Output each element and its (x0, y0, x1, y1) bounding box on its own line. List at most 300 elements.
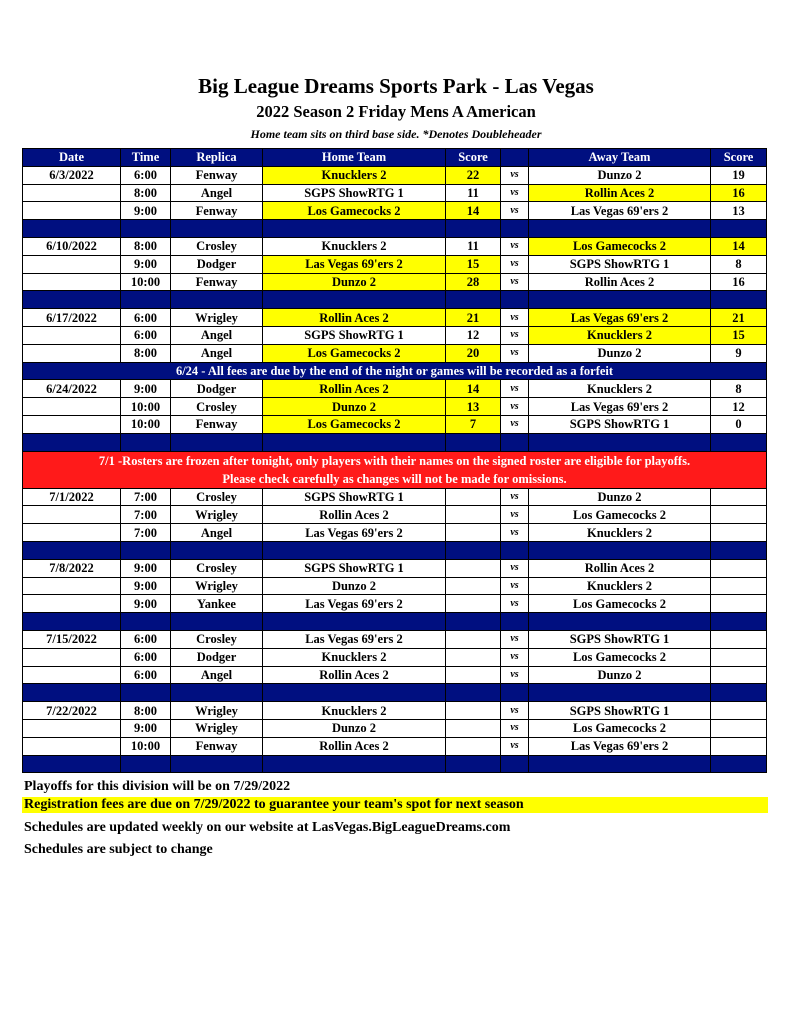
date-cell (23, 666, 121, 684)
date-cell (23, 255, 121, 273)
replica-cell: Fenway (171, 737, 263, 755)
home-score-cell (446, 719, 501, 737)
away-team-cell: Rollin Aces 2 (529, 273, 711, 291)
home-team-cell: Las Vegas 69'ers 2 (263, 595, 446, 613)
spacer-cell (529, 291, 711, 309)
vs-label: vs (501, 415, 529, 433)
date-cell (23, 719, 121, 737)
spacer-cell (263, 684, 446, 702)
spacer-cell (171, 541, 263, 559)
home-team-cell: Las Vegas 69'ers 2 (263, 630, 446, 648)
time-cell: 10:00 (121, 398, 171, 416)
spacer-cell (263, 220, 446, 238)
game-row (23, 666, 767, 684)
home-score-cell (446, 648, 501, 666)
spacer-cell (121, 684, 171, 702)
replica-cell: Wrigley (171, 309, 263, 327)
spacer-cell (23, 541, 121, 559)
away-team-cell: Rollin Aces 2 (529, 184, 711, 202)
spacer-cell (263, 541, 446, 559)
game-row (23, 202, 767, 220)
replica-cell: Wrigley (171, 719, 263, 737)
spacer-cell (501, 684, 529, 702)
vs-label: vs (501, 273, 529, 291)
time-cell: 9:00 (121, 595, 171, 613)
alert-row (23, 451, 767, 488)
replica-cell: Dodger (171, 380, 263, 398)
away-team-cell: Knucklers 2 (529, 380, 711, 398)
away-score-cell (711, 630, 767, 648)
registration-note: Registration fees are due on 7/29/2022 to guarantee your team's spot for next season (22, 797, 768, 813)
game-row (23, 506, 767, 524)
game-row (23, 255, 767, 273)
spacer-cell (529, 541, 711, 559)
game-row (23, 415, 767, 433)
spacer-cell (121, 291, 171, 309)
home-team-cell: Rollin Aces 2 (263, 380, 446, 398)
spacer-row (23, 755, 767, 773)
away-score-cell: 16 (711, 184, 767, 202)
vs-label: vs (501, 166, 529, 184)
home-team-cell: Knucklers 2 (263, 648, 446, 666)
table-header-row (23, 149, 767, 167)
vs-label: vs (501, 595, 529, 613)
away-score-cell: 15 (711, 326, 767, 344)
home-score-cell (446, 595, 501, 613)
date-cell: 6/10/2022 (23, 237, 121, 255)
time-cell: 9:00 (121, 719, 171, 737)
away-score-cell (711, 559, 767, 577)
date-cell (23, 398, 121, 416)
away-team-cell: Dunzo 2 (529, 666, 711, 684)
vs-label: vs (501, 488, 529, 506)
time-cell: 10:00 (121, 415, 171, 433)
away-score-cell: 19 (711, 166, 767, 184)
col-header-vs (501, 149, 529, 167)
time-cell: 8:00 (121, 344, 171, 362)
game-row (23, 488, 767, 506)
spacer-cell (263, 613, 446, 631)
home-team-cell: Rollin Aces 2 (263, 506, 446, 524)
time-cell: 8:00 (121, 237, 171, 255)
away-score-cell: 14 (711, 237, 767, 255)
away-team-cell: Los Gamecocks 2 (529, 595, 711, 613)
schedule-table (22, 148, 767, 773)
vs-label: vs (501, 648, 529, 666)
replica-cell: Crosley (171, 559, 263, 577)
spacer-cell (263, 291, 446, 309)
spacer-cell (121, 613, 171, 631)
away-team-cell: SGPS ShowRTG 1 (529, 415, 711, 433)
vs-label: vs (501, 326, 529, 344)
page-note: Home team sits on third base side. *Denotes Doubleheader (250, 127, 542, 141)
game-row (23, 559, 767, 577)
spacer-cell (121, 220, 171, 238)
spacer-cell (529, 684, 711, 702)
replica-cell: Wrigley (171, 702, 263, 720)
home-team-cell: Rollin Aces 2 (263, 737, 446, 755)
time-cell: 6:00 (121, 309, 171, 327)
spacer-cell (711, 541, 767, 559)
spacer-cell (23, 433, 121, 451)
date-cell (23, 648, 121, 666)
spacer-cell (501, 433, 529, 451)
vs-label: vs (501, 506, 529, 524)
spacer-cell (501, 220, 529, 238)
spacer-cell (501, 755, 529, 773)
away-score-cell: 9 (711, 344, 767, 362)
date-cell (23, 415, 121, 433)
replica-cell: Dodger (171, 255, 263, 273)
home-team-cell: Los Gamecocks 2 (263, 415, 446, 433)
date-cell (23, 524, 121, 542)
game-row (23, 737, 767, 755)
home-team-cell: Rollin Aces 2 (263, 666, 446, 684)
date-cell: 7/1/2022 (23, 488, 121, 506)
away-score-cell: 21 (711, 309, 767, 327)
home-team-cell: Dunzo 2 (263, 273, 446, 291)
time-cell: 9:00 (121, 202, 171, 220)
home-score-cell (446, 737, 501, 755)
spacer-cell (121, 433, 171, 451)
spacer-cell (23, 291, 121, 309)
spacer-cell (711, 220, 767, 238)
spacer-cell (501, 613, 529, 631)
replica-cell: Angel (171, 344, 263, 362)
home-score-cell: 11 (446, 184, 501, 202)
subject-to-change-note: Schedules are subject to change (24, 842, 213, 857)
away-score-cell (711, 648, 767, 666)
time-cell: 8:00 (121, 702, 171, 720)
home-team-cell: Knucklers 2 (263, 702, 446, 720)
home-score-cell (446, 488, 501, 506)
replica-cell: Fenway (171, 202, 263, 220)
spacer-cell (529, 220, 711, 238)
home-score-cell: 14 (446, 380, 501, 398)
vs-label: vs (501, 202, 529, 220)
home-team-cell: Las Vegas 69'ers 2 (263, 255, 446, 273)
spacer-cell (501, 541, 529, 559)
game-row (23, 648, 767, 666)
page-title: Big League Dreams Sports Park - Las Vegas (198, 74, 594, 98)
spacer-cell (23, 220, 121, 238)
game-row (23, 524, 767, 542)
home-team-cell: Rollin Aces 2 (263, 309, 446, 327)
page-subtitle: 2022 Season 2 Friday Mens A American (256, 102, 536, 121)
game-row (23, 719, 767, 737)
home-score-cell (446, 630, 501, 648)
game-row (23, 398, 767, 416)
vs-label: vs (501, 255, 529, 273)
game-row (23, 166, 767, 184)
spacer-cell (171, 433, 263, 451)
game-row (23, 577, 767, 595)
home-team-cell: SGPS ShowRTG 1 (263, 488, 446, 506)
home-score-cell: 20 (446, 344, 501, 362)
date-cell: 7/8/2022 (23, 559, 121, 577)
vs-label: vs (501, 666, 529, 684)
home-score-cell: 12 (446, 326, 501, 344)
away-score-cell: 8 (711, 380, 767, 398)
away-team-cell: Dunzo 2 (529, 488, 711, 506)
away-team-cell: SGPS ShowRTG 1 (529, 630, 711, 648)
spacer-row (23, 433, 767, 451)
home-score-cell: 7 (446, 415, 501, 433)
away-team-cell: Knucklers 2 (529, 524, 711, 542)
spacer-cell (501, 291, 529, 309)
spacer-row (23, 613, 767, 631)
home-score-cell: 15 (446, 255, 501, 273)
game-row (23, 630, 767, 648)
col-header-replica: Replica (171, 149, 263, 167)
spacer-cell (711, 684, 767, 702)
away-score-cell: 12 (711, 398, 767, 416)
home-team-cell: Dunzo 2 (263, 398, 446, 416)
col-header-date: Date (23, 149, 121, 167)
replica-cell: Wrigley (171, 577, 263, 595)
replica-cell: Crosley (171, 630, 263, 648)
date-cell: 6/3/2022 (23, 166, 121, 184)
alert-line-2: Please check carefully as changes will not be made for omissions. (222, 471, 567, 486)
away-score-cell (711, 595, 767, 613)
website-note: Schedules are updated weekly on our website at LasVegas.BigLeagueDreams.com (24, 820, 511, 835)
game-row (23, 380, 767, 398)
away-score-cell (711, 719, 767, 737)
home-team-cell: SGPS ShowRTG 1 (263, 559, 446, 577)
date-cell (23, 202, 121, 220)
replica-cell: Crosley (171, 488, 263, 506)
away-team-cell: Knucklers 2 (529, 577, 711, 595)
time-cell: 6:00 (121, 666, 171, 684)
date-cell: 6/17/2022 (23, 309, 121, 327)
away-team-cell: SGPS ShowRTG 1 (529, 255, 711, 273)
away-team-cell: Dunzo 2 (529, 344, 711, 362)
date-cell (23, 737, 121, 755)
spacer-cell (121, 541, 171, 559)
spacer-row (23, 684, 767, 702)
col-header-away-score: Score (711, 149, 767, 167)
game-row (23, 273, 767, 291)
time-cell: 9:00 (121, 559, 171, 577)
replica-cell: Crosley (171, 398, 263, 416)
away-score-cell (711, 737, 767, 755)
spacer-cell (529, 433, 711, 451)
home-team-cell: Dunzo 2 (263, 719, 446, 737)
vs-label: vs (501, 737, 529, 755)
spacer-cell (171, 755, 263, 773)
col-header-home-score: Score (446, 149, 501, 167)
spacer-cell (446, 433, 501, 451)
date-cell (23, 184, 121, 202)
spacer-cell (446, 613, 501, 631)
date-cell: 6/24/2022 (23, 380, 121, 398)
game-row (23, 184, 767, 202)
away-score-cell (711, 506, 767, 524)
away-score-cell: 16 (711, 273, 767, 291)
spacer-cell (171, 220, 263, 238)
schedule-body (23, 166, 767, 773)
alert-line-1: 7/1 -Rosters are frozen after tonight, only players with their names on the signed roster are eligible for playoffs. (98, 453, 691, 468)
spacer-cell (446, 291, 501, 309)
away-score-cell (711, 524, 767, 542)
date-cell: 7/15/2022 (23, 630, 121, 648)
home-score-cell (446, 524, 501, 542)
vs-label: vs (501, 577, 529, 595)
vs-label: vs (501, 184, 529, 202)
time-cell: 6:00 (121, 166, 171, 184)
spacer-cell (529, 613, 711, 631)
spacer-cell (23, 755, 121, 773)
replica-cell: Wrigley (171, 506, 263, 524)
home-team-cell: Los Gamecocks 2 (263, 202, 446, 220)
time-cell: 9:00 (121, 255, 171, 273)
col-header-away-team: Away Team (529, 149, 711, 167)
game-row (23, 344, 767, 362)
away-score-cell: 0 (711, 415, 767, 433)
time-cell: 8:00 (121, 184, 171, 202)
time-cell: 6:00 (121, 326, 171, 344)
time-cell: 9:00 (121, 380, 171, 398)
home-team-cell: Los Gamecocks 2 (263, 344, 446, 362)
spacer-cell (121, 755, 171, 773)
away-team-cell: Dunzo 2 (529, 166, 711, 184)
away-team-cell: Los Gamecocks 2 (529, 237, 711, 255)
vs-label: vs (501, 559, 529, 577)
game-row (23, 595, 767, 613)
replica-cell: Crosley (171, 237, 263, 255)
vs-label: vs (501, 309, 529, 327)
replica-cell: Fenway (171, 166, 263, 184)
replica-cell: Angel (171, 184, 263, 202)
away-team-cell: Knucklers 2 (529, 326, 711, 344)
col-header-time: Time (121, 149, 171, 167)
home-score-cell: 14 (446, 202, 501, 220)
home-team-cell: Dunzo 2 (263, 577, 446, 595)
home-score-cell (446, 666, 501, 684)
away-score-cell: 13 (711, 202, 767, 220)
time-cell: 6:00 (121, 648, 171, 666)
spacer-cell (446, 541, 501, 559)
game-row (23, 702, 767, 720)
replica-cell: Angel (171, 524, 263, 542)
date-cell: 7/22/2022 (23, 702, 121, 720)
spacer-cell (23, 613, 121, 631)
spacer-cell (263, 755, 446, 773)
replica-cell: Dodger (171, 648, 263, 666)
spacer-cell (711, 613, 767, 631)
replica-cell: Angel (171, 666, 263, 684)
away-score-cell (711, 488, 767, 506)
home-score-cell (446, 577, 501, 595)
away-score-cell (711, 577, 767, 595)
replica-cell: Angel (171, 326, 263, 344)
time-cell: 6:00 (121, 630, 171, 648)
date-cell (23, 595, 121, 613)
home-score-cell: 21 (446, 309, 501, 327)
spacer-cell (171, 684, 263, 702)
home-team-cell: Knucklers 2 (263, 237, 446, 255)
vs-label: vs (501, 702, 529, 720)
home-score-cell (446, 559, 501, 577)
replica-cell: Yankee (171, 595, 263, 613)
home-team-cell: Knucklers 2 (263, 166, 446, 184)
home-score-cell: 22 (446, 166, 501, 184)
col-header-home-team: Home Team (263, 149, 446, 167)
vs-label: vs (501, 237, 529, 255)
home-score-cell: 11 (446, 237, 501, 255)
spacer-row (23, 220, 767, 238)
time-cell: 7:00 (121, 524, 171, 542)
away-score-cell (711, 702, 767, 720)
spacer-row (23, 541, 767, 559)
home-team-cell: SGPS ShowRTG 1 (263, 184, 446, 202)
home-score-cell (446, 702, 501, 720)
spacer-cell (446, 220, 501, 238)
away-team-cell: Los Gamecocks 2 (529, 648, 711, 666)
game-row (23, 237, 767, 255)
home-score-cell: 13 (446, 398, 501, 416)
time-cell: 7:00 (121, 488, 171, 506)
date-cell (23, 577, 121, 595)
away-team-cell: Las Vegas 69'ers 2 (529, 202, 711, 220)
vs-label: vs (501, 524, 529, 542)
vs-label: vs (501, 380, 529, 398)
playoffs-note: Playoffs for this division will be on 7/29/2022 (24, 779, 291, 794)
away-score-cell: 8 (711, 255, 767, 273)
game-row (23, 309, 767, 327)
spacer-cell (711, 755, 767, 773)
away-team-cell: Los Gamecocks 2 (529, 719, 711, 737)
away-score-cell (711, 666, 767, 684)
spacer-cell (171, 613, 263, 631)
away-team-cell: SGPS ShowRTG 1 (529, 702, 711, 720)
date-cell (23, 273, 121, 291)
vs-label: vs (501, 344, 529, 362)
time-cell: 7:00 (121, 506, 171, 524)
away-team-cell: Los Gamecocks 2 (529, 506, 711, 524)
spacer-cell (446, 755, 501, 773)
vs-label: vs (501, 398, 529, 416)
time-cell: 9:00 (121, 577, 171, 595)
away-team-cell: Las Vegas 69'ers 2 (529, 309, 711, 327)
spacer-cell (446, 684, 501, 702)
notice-row (23, 362, 767, 380)
spacer-row (23, 291, 767, 309)
home-team-cell: Las Vegas 69'ers 2 (263, 524, 446, 542)
away-team-cell: Rollin Aces 2 (529, 559, 711, 577)
date-cell (23, 506, 121, 524)
alert-cell (23, 451, 767, 488)
home-team-cell: SGPS ShowRTG 1 (263, 326, 446, 344)
date-cell (23, 326, 121, 344)
date-cell (23, 344, 121, 362)
replica-cell: Fenway (171, 273, 263, 291)
spacer-cell (529, 755, 711, 773)
time-cell: 10:00 (121, 273, 171, 291)
notice-text: 6/24 - All fees are due by the end of the night or games will be recorded as a forfeit (23, 362, 767, 380)
home-score-cell (446, 506, 501, 524)
game-row (23, 326, 767, 344)
replica-cell: Fenway (171, 415, 263, 433)
spacer-cell (711, 291, 767, 309)
home-score-cell: 28 (446, 273, 501, 291)
spacer-cell (171, 291, 263, 309)
spacer-cell (263, 433, 446, 451)
spacer-cell (23, 684, 121, 702)
time-cell: 10:00 (121, 737, 171, 755)
away-team-cell: Las Vegas 69'ers 2 (529, 737, 711, 755)
vs-label: vs (501, 719, 529, 737)
